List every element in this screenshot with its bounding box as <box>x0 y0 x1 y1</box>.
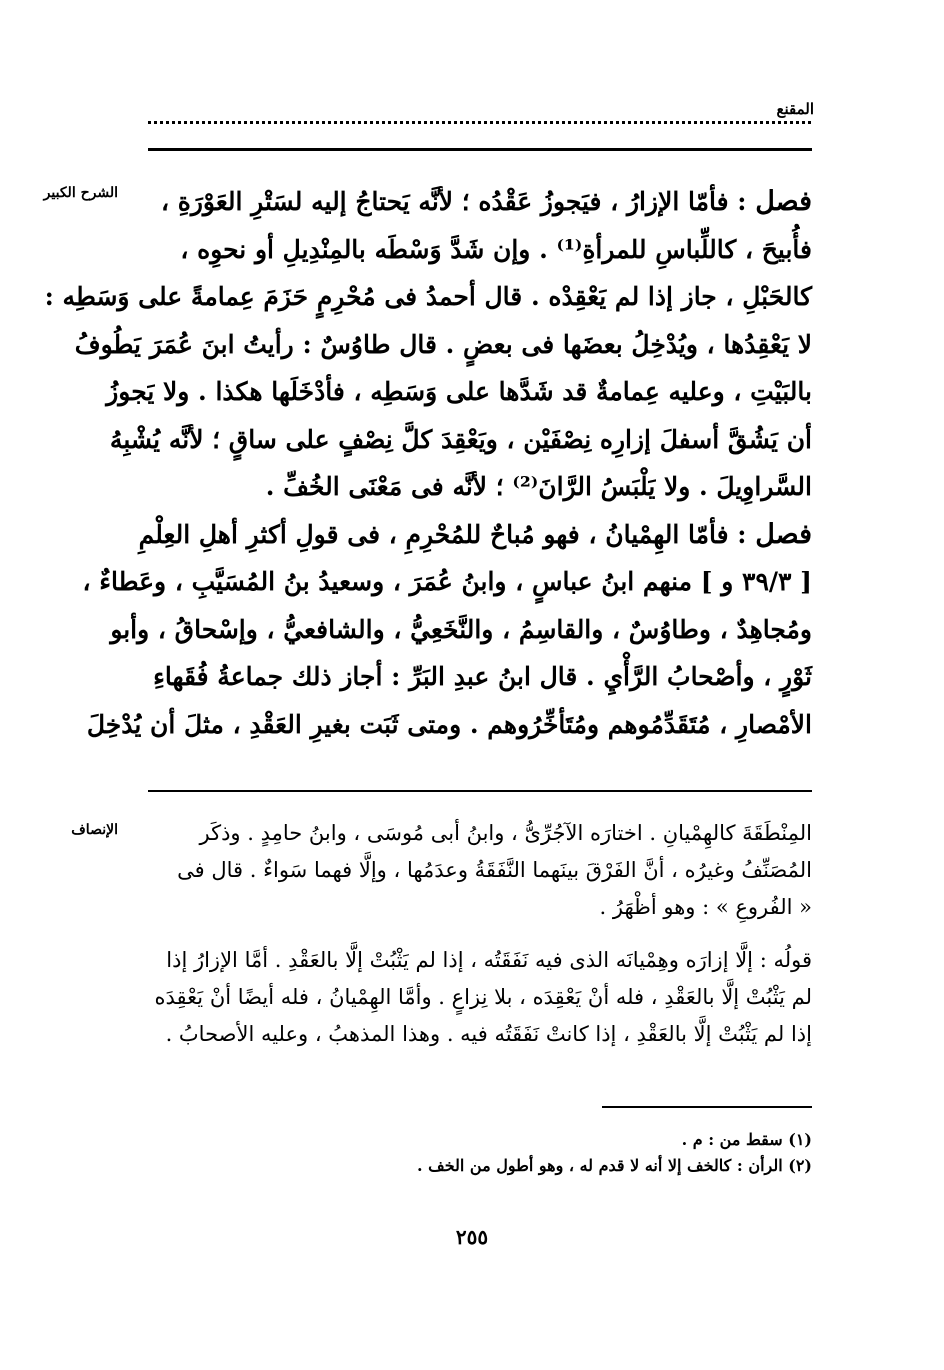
insaf-line: « الفُروعِ » : وهو أظْهَرُ . <box>599 895 812 919</box>
section-divider <box>148 790 812 792</box>
footnotes <box>300 1127 812 1179</box>
sharh-line: بالبَيْتِ ، وعليه عِمامةٌ قد شَدَّها على وَسَطِه ، فأدْخَلَها هكذا . ولا يَجوزُ <box>106 377 812 406</box>
sharh-line: ثَوْرٍ ، وأصْحابُ الرَّأْيِ . قال ابنُ عبدِ البَرِّ : أجاز ذلك جماعةُ فُقَهاءِ <box>153 662 812 691</box>
sharh-line: [ ٣٩/٣ و ] منهم ابنُ عباسٍ ، وابنُ عُمَرَ ، وسعيدُ بنُ المُسَيَّبِ ، وعَطاءٌ ، <box>82 567 812 596</box>
insaf-line: لم يَثْبُتْ إلَّا بالعَقْدِ ، فله أنْ يَعْقِدَه ، بلا نِزاعٍ . وأمَّا الهِمْيانُ ، فله أيضًا أنْ يَعْقِدَه <box>154 985 812 1009</box>
running-title: المقنع <box>776 100 814 118</box>
insaf-line: المِنْطَقَةَ كالهِمْيانِ . اختارَه الآجُرِّىُّ ، وابنُ أبى مُوسَى ، وابنُ حامِدٍ . وذكَر <box>199 821 812 845</box>
insaf-section-label: الإنصاف <box>71 822 118 838</box>
sharh-section-label: الشرح الكبير <box>43 185 118 201</box>
sharh-line: السَّراوِيلَ . ولا يَلْبَسُ الرَّانَ⁽²⁾ ؛ لأنَّه فى مَعْنَى الخُفِّ . <box>265 472 812 501</box>
page-number: ٢٥٥ <box>455 1225 489 1249</box>
insaf-text-block <box>140 815 812 1053</box>
sharh-line: كالحَبْلِ ، جاز إذا لم يَعْقِدْه . قال أحمدُ فى مُحْرِمٍ حَزَمَ عِمامةً على وَسَطِه : <box>44 282 812 311</box>
sharh-line: أن يَشُقَّ أسفلَ إزارِه نِصْفَيْن ، ويَعْقِدَ كلَّ نِصْفٍ على ساقٍ ؛ لأنَّه يُشْبِهُ <box>109 424 812 454</box>
insaf-line: إذا لم يَثْبُتْ إلَّا بالعَقْدِ ، إذا كانتْ نَفَقَتُه فيه . وهذا المذهبُ ، وعليه الأصحابُ . <box>165 1022 812 1046</box>
sharh-line: الأمْصارِ ، مُتَقَدِّمُوهم ومُتَأخِّرُوهم . ومتى ثَبَت بغيرِ العَقْدِ ، مثلَ أن يُدْخِلَ <box>86 709 812 739</box>
insaf-line: المُصَنِّفُ وغيرُه ، أنَّ الفَرْقَ بينَهما النَّفَقَةُ وعدَمُها ، وإلَّا فهما سَواءٌ . قال فى <box>177 858 812 882</box>
sharh-line: ومُجاهِدٌ ، وطاوُسٌ ، والقاسِمُ ، والنَّخَعِيُّ ، والشافعيُّ ، وإسْحاقُ ، وأبو <box>110 614 812 644</box>
footnote: (٢) الرأن : كالخف إلا أنه لا قدم له ، وهو أطول من الخف . <box>416 1156 812 1175</box>
header-rule <box>148 148 812 151</box>
sharh-line: فأُبيحَ ، كاللِّباسِ للمرأةِ⁽¹⁾ . وإن شَدَّ وَسْطَه بالمِنْدِيلِ أو نحوِه ، <box>180 234 812 264</box>
sharh-line: لا يَعْقِدُها ، ويُدْخِلُ بعضَها فى بعضٍ . قال طاوُسٌ : رأيتُ ابنَ عُمَرَ يَطُوفُ <box>74 329 812 359</box>
footnote: (١) سقط من : م . <box>681 1130 812 1149</box>
insaf-line: قولُه : إلَّا إزارَه وهِمْيانَه الذى فيه نَفَقَتُه ، إذا لم يَثْبُتْ إلَّا بالعَقْدِ . أمَّا الإزارُ إذا <box>166 948 812 972</box>
footnote-rule <box>602 1106 812 1108</box>
section-term: فصل <box>755 518 812 550</box>
sharh-line-text: : فأمّا الهِمْيانُ ، فهو مُباحٌ للمُحْرِمِ ، فى قولِ أكثرِ أهلِ العِلْمِ <box>138 519 747 549</box>
sharh-line <box>140 511 812 559</box>
sharh-line <box>140 178 812 226</box>
insaf-paragraph <box>140 942 812 1053</box>
header-dotted-rule <box>148 121 811 141</box>
sharh-line-text: : فأمّا الإزارُ ، فيَجوزُ عَقْدُه ؛ لأنَّه يَحتاجُ إليه لسَتْرِ العَوْرَةِ ، <box>160 187 747 216</box>
section-term: فصل <box>755 186 812 217</box>
